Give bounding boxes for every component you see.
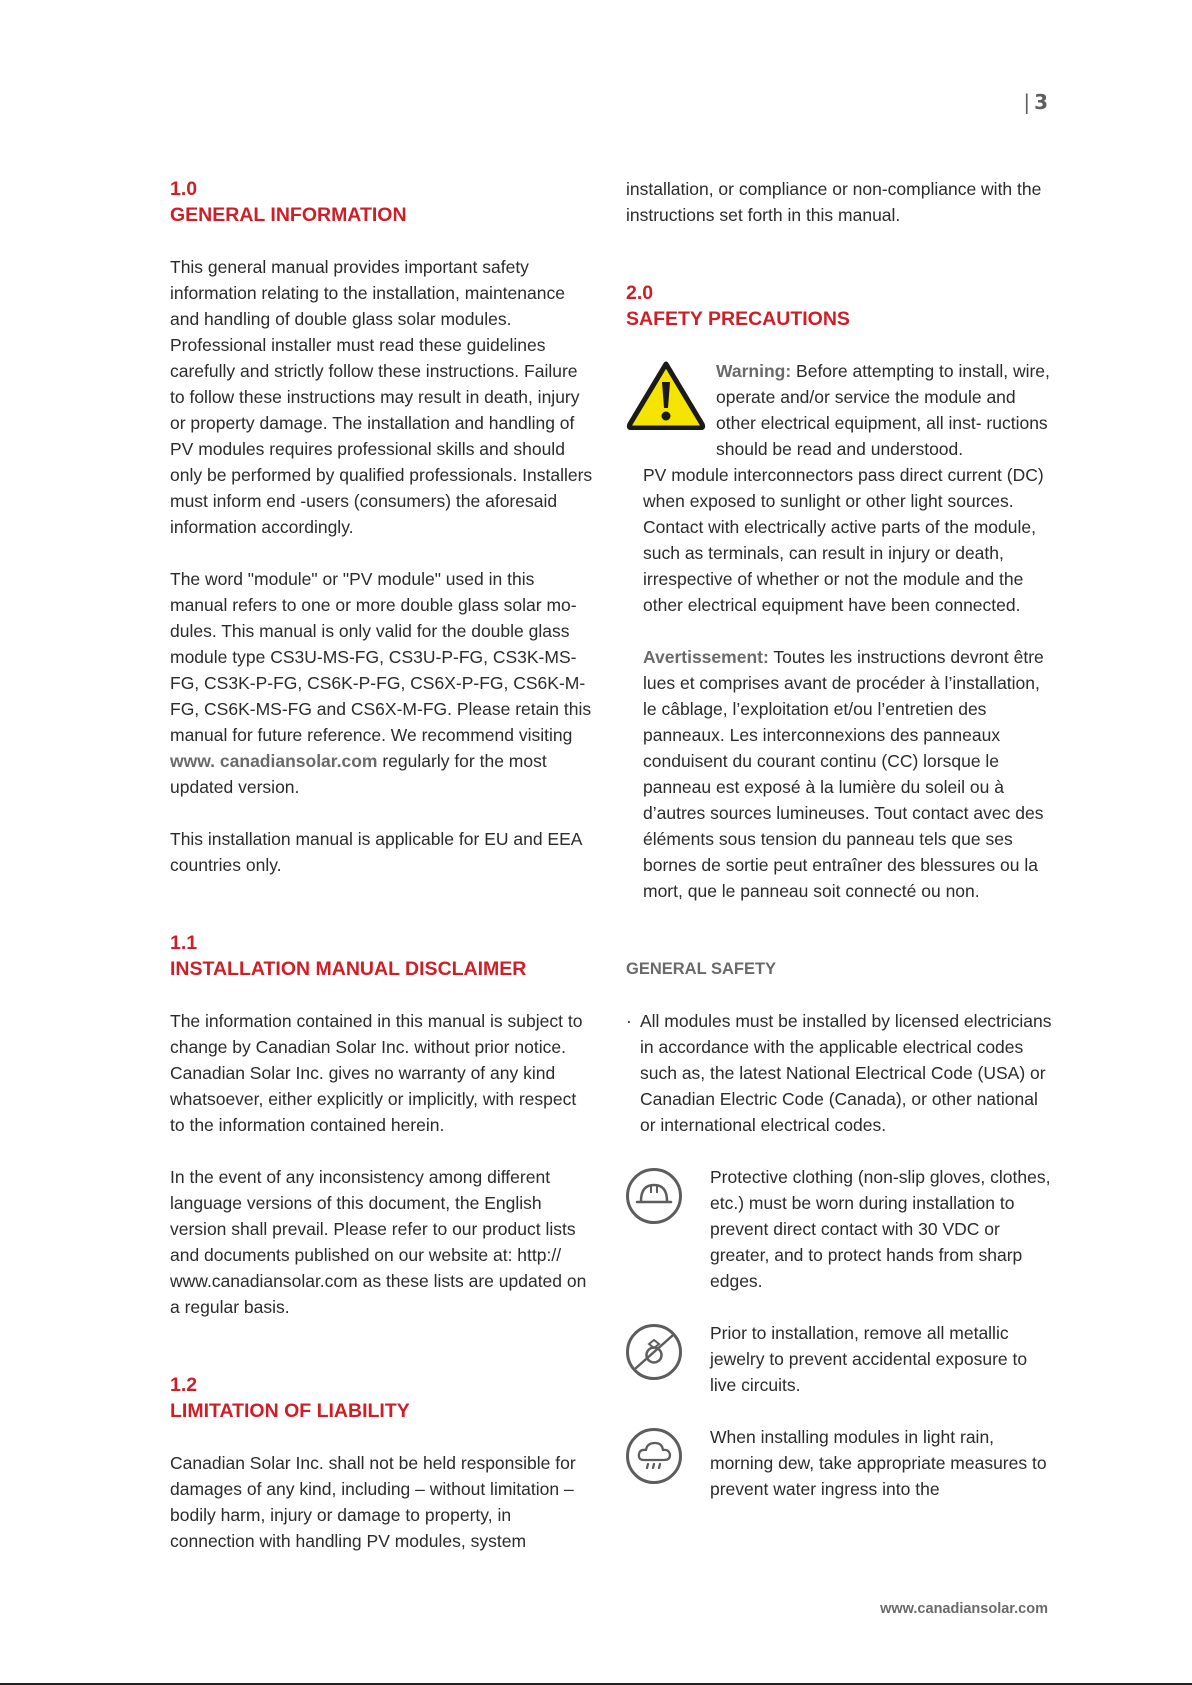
rain-cloud-icon (626, 1428, 682, 1484)
liability-paragraph: Canadian Solar Inc. shall not be held responsible for damages of any kind, including – without limitation – bodily harm, injury or damage to property, in connection with handling PV modules, system (170, 1453, 576, 1551)
avertissement-text: Avertissement: Toutes les instructions devront être lues et comprises avant de procéder à l’installation, le câblage, l’exploitation et/ou l’entretien des panneaux. Les interconnexions des panneaux conduisent du courant continu (CC) lorsque le panneau est exposé à la lumière du soleil ou à d’autres sources lumineuses. Tout contact avec des éléments sous tension du panneau tels que ses bornes de sortie peut entraîner des blessures ou la mort, que le panneau soit connecté ou non. (643, 647, 1044, 901)
disclaimer-paragraph-1: The information contained in this manual is subject to change by Canadian Solar Inc. without prior notice. Canadian Solar Inc. gives no warranty of any kind whatsoever, either explicitly or implicitly, with respect to the information contained herein. (170, 1011, 583, 1135)
general-info-paragraph-2: The word "module" or "PV module" used in this manual refers to one or more double glass solar mo- dules. This manual is only valid for the double glass module type CS3U-MS-FG, CS3U-P-FG, CS3K-MS-FG, CS3K-P-FG, CS6K-P-FG, CS6X-P-FG, CS6K-M-FG, CS6K-MS-FG and CS6X-M-FG. Please retain this manual for future reference. We recommend visiting www. canadiansolar.com regularly for the most updated version. (170, 569, 592, 797)
warning-block (626, 358, 1056, 462)
gloves-item (626, 1164, 1056, 1294)
section-1-0-number: 1.0 (170, 178, 198, 200)
warning-continuation: PV module interconnectors pass direct current (DC) when exposed to sunlight or other light sources. Contact with electrically active parts of the module, such as terminals, can result in injury or death, irrespective of whether or not the module and the other electrical equipment have been connected. (643, 465, 1044, 615)
section-2-0-title: SAFETY PRECAUTIONS (626, 308, 850, 330)
general-info-paragraph-1: This general manual provides important safety information relating to the installation, maintenance and handling of double glass solar modules. Professional installer must read these guidelines carefully and strictly follow these instructions. Failure to follow these instructions may result in death, injury or property damage. The installation and handling of PV modules requires professional skills and should only be performed by qualified professionals. Installers must inform end -users (consumers) the aforesaid information accordingly. (170, 257, 593, 537)
jewelry-text: Prior to installation, remove all metallic jewelry to prevent accidental exposure to live circuits. (710, 1323, 1028, 1395)
jewelry-item (626, 1320, 1056, 1398)
section-1-2-title: LIMITATION OF LIABILITY (170, 1400, 410, 1422)
general-info-paragraph-3: This installation manual is applicable for EU and EEA countries only. (170, 829, 582, 875)
general-safety-heading: GENERAL SAFETY (626, 960, 777, 978)
website-link[interactable]: www. canadiansolar.com (170, 751, 378, 771)
section-1-1-title: INSTALLATION MANUAL DISCLAIMER (170, 958, 527, 980)
warning-text: Warning: Before attempting to install, wire, operate and/or service the module and other electrical equipment, all inst- ructions should be read and understood. (716, 361, 1050, 459)
left-column (170, 176, 595, 1554)
list-item (626, 1008, 1056, 1138)
right-column (626, 176, 1056, 1502)
rain-text: When installing modules in light rain, morning dew, take appropriate measures to prevent water ingress into the (710, 1427, 1047, 1499)
no-jewelry-icon (626, 1324, 682, 1380)
bullet-marker: · (626, 1011, 632, 1031)
rain-item (626, 1424, 1056, 1502)
section-2-0-number: 2.0 (626, 282, 654, 304)
gloves-text: Protective clothing (non-slip gloves, clothes, etc.) must be worn during installation to prevent direct contact with 30 VDC or greater, and to protect hands from sharp edges. (710, 1167, 1051, 1291)
page-number: | 3 (1023, 90, 1048, 114)
section-1-1-number: 1.1 (170, 932, 198, 954)
section-1-0-title: GENERAL INFORMATION (170, 204, 407, 226)
footer-url[interactable]: www.canadiansolar.com (880, 1601, 1048, 1617)
disclaimer-paragraph-2: In the event of any inconsistency among different language versions of this document, the English version shall prevail. Please refer to our product lists and documents published on our website at: http:// www.canadiansolar.com as these lists are updated on a regular basis. (170, 1167, 587, 1317)
hard-hat-icon (626, 1168, 682, 1224)
electricians-bullet: All modules must be installed by licensed electricians in accordance with the applicable electrical codes such as, the latest National Electrical Code (USA) or Canadian Electric Code (Canada), or other national or international electrical codes. (640, 1011, 1052, 1135)
warning-triangle-icon (626, 358, 716, 437)
continuation-paragraph: installation, or compliance or non-compliance with the instructions set forth in this manual. (626, 179, 1042, 225)
section-1-2-number: 1.2 (170, 1374, 198, 1396)
